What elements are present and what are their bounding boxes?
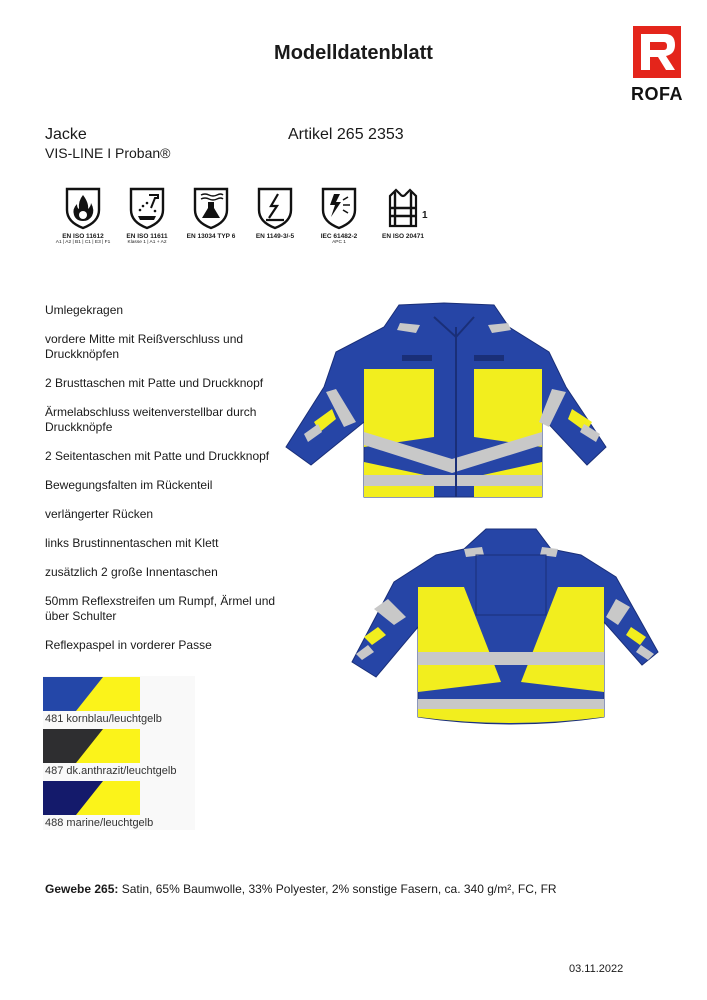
fabric-description [45, 882, 557, 896]
certification-icons [48, 186, 448, 261]
color-swatch [43, 677, 140, 711]
welding-icon [128, 186, 166, 230]
document-date: 03.11.2022 [569, 963, 624, 975]
feature-item: zusätzlich 2 große Innentaschen [45, 565, 218, 579]
electrostatic-icon [256, 186, 294, 230]
norm-item [48, 186, 118, 246]
norm-sublabel: APC 1 [332, 240, 346, 245]
norm-label: EN ISO 11611 [126, 233, 168, 240]
feature-item: verlängerter Rücken [45, 507, 154, 521]
color-label: 487 dk.anthrazit/leuchtgelb [45, 765, 177, 777]
color-label: 488 marine/leuchtgelb [45, 817, 154, 829]
color-swatch [43, 781, 140, 815]
product-line: VIS-LINE I Proban® [45, 145, 171, 161]
color-swatch [43, 729, 140, 763]
feature-item: 2 Brusttaschen mit Patte und Druckknopf [45, 376, 264, 390]
page-title: Modelldatenblatt [274, 42, 433, 64]
norm-sublabel: Klasse 1 | A1 + A2 [127, 240, 167, 245]
vest-class-number: 1 [422, 210, 428, 221]
feature-item: Reflexpaspel in vorderer Passe [45, 638, 212, 652]
brand-logo [626, 26, 688, 105]
norm-label: EN 1149-3/-5 [255, 233, 295, 240]
fabric-text: Satin, 65% Baumwolle, 33% Polyester, 2% sonstige Fasern, ca. 340 g/m², FC, FR [118, 882, 557, 896]
chemical-flask-icon [192, 186, 230, 230]
norm-item [240, 186, 310, 240]
feature-item: 50mm Reflexstreifen um Rumpf, Ärmel und über Schulter [45, 594, 276, 623]
norm-sublabel: A1 | A2 | B1 | C1 | E3 | F1 [55, 240, 111, 245]
logo-text: ROFA [630, 84, 683, 104]
hi-vis-vest-icon [384, 186, 422, 230]
jacket-front-image [284, 297, 614, 511]
flame-icon [64, 186, 102, 230]
feature-item: Bewegungsfalten im Rückenteil [45, 478, 213, 492]
norm-item [112, 186, 182, 246]
fabric-label: Gewebe 265: [45, 882, 119, 896]
feature-item: 2 Seitentaschen mit Patte und Druckknopf [45, 449, 270, 463]
feature-item: links Brustinnentaschen mit Klett [45, 536, 219, 550]
norm-label: EN ISO 11612 [62, 233, 104, 240]
norm-label: IEC 61482-2 [320, 233, 358, 240]
product-type: Jacke [45, 126, 87, 143]
electric-arc-icon [320, 186, 358, 230]
norm-item [304, 186, 374, 246]
feature-item: Umlegekragen [45, 303, 124, 317]
article-number: Artikel 265 2353 [288, 126, 404, 143]
feature-item: vordere Mitte mit Reißverschluss und Druckknöpfen [45, 332, 244, 361]
norm-label: EN 13034 TYP 6 [186, 233, 236, 240]
rofa-logo-mark-icon [633, 26, 681, 78]
norm-label: EN ISO 20471 [382, 233, 424, 240]
norm-item [176, 186, 246, 240]
color-label: 481 kornblau/leuchtgelb [45, 713, 162, 725]
jacket-back-image [346, 527, 666, 733]
feature-list [45, 303, 285, 667]
feature-item: Ärmelabschluss weitenverstellbar durch Druckknöpfe [45, 405, 257, 434]
